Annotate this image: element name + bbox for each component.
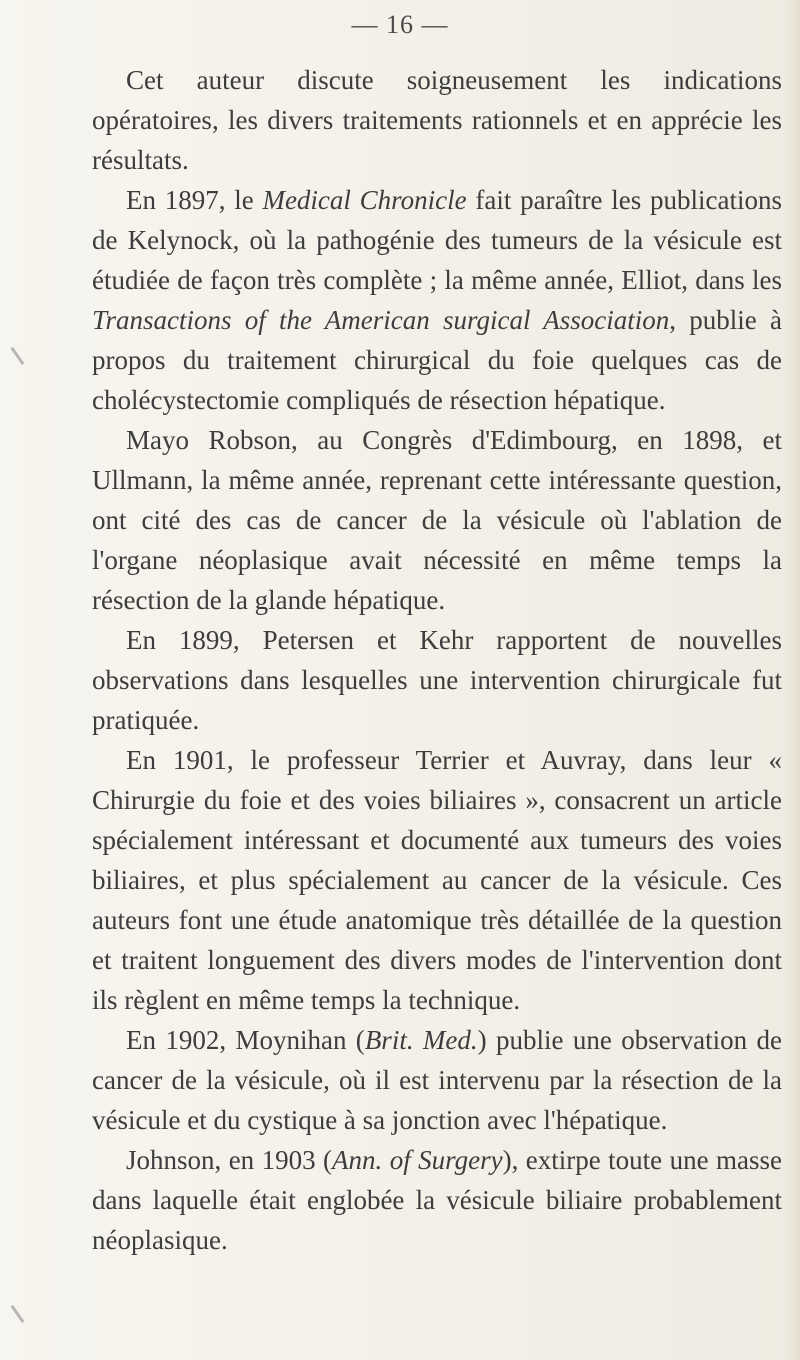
text-segment: En 1897, le — [126, 185, 263, 215]
text-segment: En 1901, le professeur Terrier et Auvray, dans leur « Chirurgie du foie et des voies biliaires », consacrent un article spécialement intéressant et documenté aux tumeurs des voies biliaires, et plus spécialement au cancer de la vésicule. Ces auteurs font une étude anatomique très détaillée de la question et traitent longuement des divers modes de l'intervention dont ils règlent en même temps la technique. — [92, 745, 782, 1015]
page-number: — 16 — — [351, 10, 449, 39]
italic-title: Ann. of Surgery — [332, 1145, 503, 1175]
paragraph — [92, 1020, 782, 1140]
margin-mark — [11, 347, 25, 365]
paragraph — [92, 60, 782, 180]
text-segment: , publie à propos du traitement chirurgical du foie quelques cas de cholécystectomie compliqués de résection hépatique. — [92, 305, 782, 415]
text-segment: Johnson, en 1903 ( — [126, 1145, 333, 1175]
text-segment: ) publie une observation de cancer de la vésicule, où il est intervenu par la résection de la vésicule et du cystique à sa jonction avec l'hépatique. — [92, 1025, 783, 1135]
text-segment: fait paraître les publications de Kelynock, où la pathogénie des tumeurs de la vésicule est étudiée de façon très complète ; la même année, Elliot, dans les — [92, 185, 782, 295]
paragraph — [92, 420, 782, 620]
italic-title: Brit. Med. — [364, 1025, 478, 1055]
margin-mark — [11, 1305, 25, 1323]
paragraph — [92, 180, 782, 420]
body-text — [92, 60, 782, 1260]
text-segment: En 1899, Petersen et Kehr rapportent de nouvelles observations dans lesquelles une intervention chirurgicale fut pratiquée. — [92, 625, 782, 735]
paragraph — [92, 740, 782, 1020]
italic-title: Medical Chronicle — [262, 185, 467, 215]
text-segment: Mayo Robson, au Congrès d'Edimbourg, en 1898, et Ullmann, la même année, reprenant cette intéressante question, ont cité des cas de cancer de la vésicule où l'ablation de l'organe néoplasique avait nécessité en même temps la résection de la glande hépatique. — [92, 425, 782, 615]
paragraph — [92, 620, 782, 740]
text-segment: En 1902, Moynihan ( — [126, 1025, 365, 1055]
text-segment: Cet auteur discute soigneusement les indications opératoires, les divers traitements rationnels et en apprécie les résultats. — [92, 65, 782, 175]
paragraph — [92, 1140, 782, 1260]
italic-title: Transactions of the American surgical Association — [92, 305, 670, 335]
text-segment: ), extirpe toute une masse dans laquelle était englobée la vésicule biliaire probablement néoplasique. — [92, 1145, 782, 1255]
page-edge-shadow — [786, 0, 800, 1360]
